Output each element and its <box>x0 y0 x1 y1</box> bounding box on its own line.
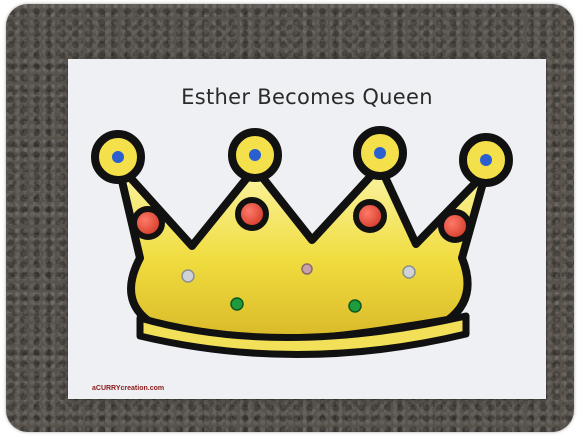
green-sequin-2 <box>349 300 361 312</box>
red-jewel-2 <box>238 200 266 228</box>
red-jewel-4 <box>441 212 469 240</box>
pink-sequin <box>302 264 312 274</box>
top-jewels <box>95 130 509 183</box>
silver-sequin-1 <box>182 270 194 282</box>
crown-body <box>118 164 486 340</box>
green-sequin-1 <box>231 298 243 310</box>
brand-logo-text: aCURRYcreation.com <box>92 385 165 392</box>
worksheet-title: Esther Becomes Queen <box>181 85 433 109</box>
red-jewel-3 <box>356 202 384 230</box>
red-jewel-1 <box>134 209 162 237</box>
silver-sequin-2 <box>403 266 415 278</box>
